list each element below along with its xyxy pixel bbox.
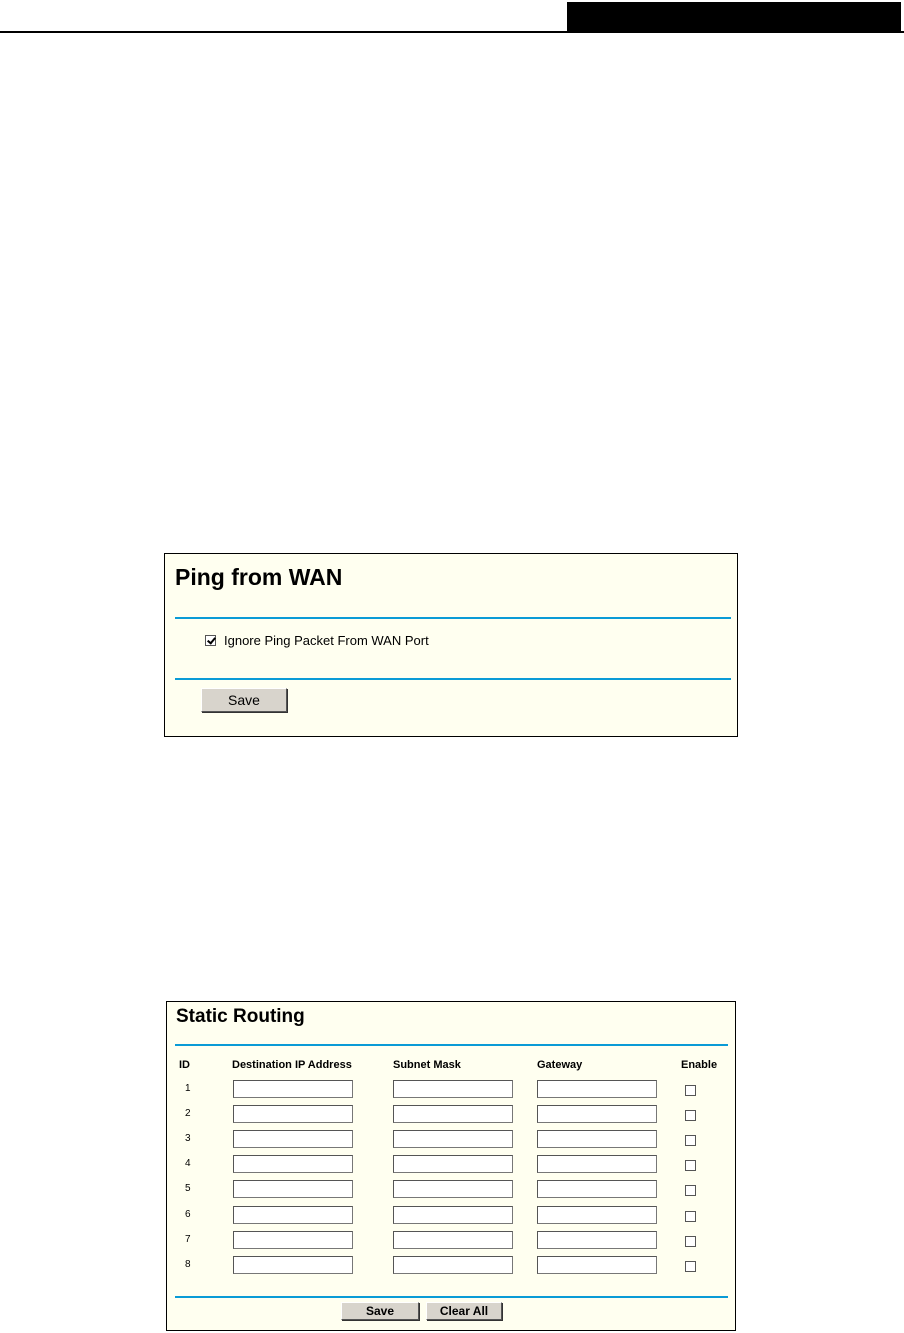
subnet-mask-input[interactable] — [393, 1180, 513, 1198]
gateway-input[interactable] — [537, 1105, 657, 1123]
destination-ip-input[interactable] — [233, 1155, 353, 1173]
divider — [175, 617, 731, 619]
subnet-mask-input[interactable] — [393, 1130, 513, 1148]
gateway-input[interactable] — [537, 1180, 657, 1198]
enable-checkbox[interactable] — [685, 1236, 696, 1247]
enable-checkbox[interactable] — [685, 1261, 696, 1272]
table-row — [167, 1206, 735, 1226]
destination-ip-input[interactable] — [233, 1231, 353, 1249]
row-id: 5 — [185, 1183, 191, 1195]
table-row — [167, 1155, 735, 1175]
table-row — [167, 1130, 735, 1150]
ignore-ping-option[interactable] — [205, 633, 429, 648]
ignore-ping-checkbox[interactable] — [205, 635, 216, 646]
enable-checkbox[interactable] — [685, 1085, 696, 1096]
table-row — [167, 1105, 735, 1125]
enable-checkbox[interactable] — [685, 1160, 696, 1171]
subnet-mask-input[interactable] — [393, 1105, 513, 1123]
subnet-mask-input[interactable] — [393, 1155, 513, 1173]
divider — [175, 1296, 728, 1298]
page-header-block — [567, 2, 901, 32]
destination-ip-input[interactable] — [233, 1080, 353, 1098]
divider — [175, 678, 731, 680]
enable-checkbox[interactable] — [685, 1110, 696, 1121]
page-header-rule — [0, 31, 904, 33]
route-actions — [341, 1302, 502, 1320]
column-header-gateway: Gateway — [537, 1059, 583, 1071]
row-id: 6 — [185, 1208, 191, 1220]
enable-checkbox[interactable] — [685, 1185, 696, 1196]
row-id: 3 — [185, 1133, 191, 1145]
destination-ip-input[interactable] — [233, 1130, 353, 1148]
save-button[interactable]: Save — [341, 1302, 419, 1320]
gateway-input[interactable] — [537, 1256, 657, 1274]
column-header-destination: Destination IP Address — [232, 1059, 352, 1071]
destination-ip-input[interactable] — [233, 1256, 353, 1274]
enable-checkbox[interactable] — [685, 1135, 696, 1146]
table-row — [167, 1080, 735, 1100]
gateway-input[interactable] — [537, 1130, 657, 1148]
subnet-mask-input[interactable] — [393, 1231, 513, 1249]
row-id: 4 — [185, 1158, 191, 1170]
ping-from-wan-panel — [164, 553, 738, 737]
clear-all-button[interactable]: Clear All — [426, 1302, 502, 1320]
column-header-id: ID — [179, 1059, 190, 1071]
gateway-input[interactable] — [537, 1155, 657, 1173]
save-button[interactable]: Save — [201, 688, 287, 712]
destination-ip-input[interactable] — [233, 1105, 353, 1123]
gateway-input[interactable] — [537, 1231, 657, 1249]
destination-ip-input[interactable] — [233, 1206, 353, 1224]
row-id: 2 — [185, 1108, 191, 1120]
panel-title: Ping from WAN — [175, 564, 343, 590]
table-row — [167, 1256, 735, 1276]
table-row — [167, 1180, 735, 1200]
row-id: 1 — [185, 1083, 191, 1094]
gateway-input[interactable] — [537, 1206, 657, 1224]
table-row — [167, 1231, 735, 1251]
subnet-mask-input[interactable] — [393, 1206, 513, 1224]
divider — [175, 1044, 728, 1046]
gateway-input[interactable] — [537, 1080, 657, 1098]
static-routing-panel — [166, 1001, 736, 1331]
row-id: 8 — [185, 1258, 191, 1270]
ignore-ping-label: Ignore Ping Packet From WAN Port — [224, 633, 429, 648]
subnet-mask-input[interactable] — [393, 1080, 513, 1098]
subnet-mask-input[interactable] — [393, 1256, 513, 1274]
column-header-enable: Enable — [681, 1059, 718, 1071]
enable-checkbox[interactable] — [685, 1211, 696, 1222]
panel-title: Static Routing — [176, 1006, 305, 1027]
destination-ip-input[interactable] — [233, 1180, 353, 1198]
row-id: 7 — [185, 1233, 191, 1245]
column-header-subnet-mask: Subnet Mask — [393, 1059, 461, 1071]
